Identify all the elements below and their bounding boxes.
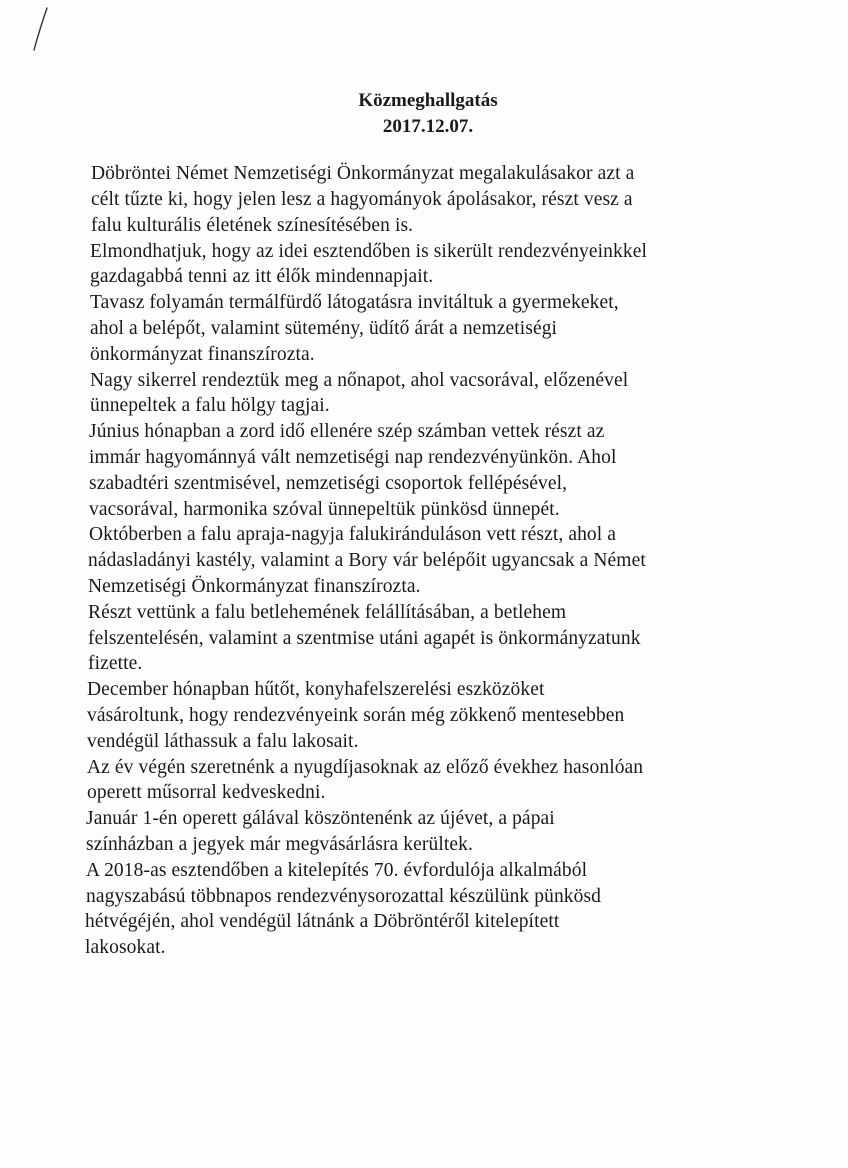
- body-line: fizette.: [88, 653, 143, 674]
- body-line: színházban a jegyek már megvásárlásra kerültek.: [86, 834, 473, 855]
- document-date: 2017.12.07.: [382, 116, 474, 137]
- body-line: lakosokat.: [85, 937, 166, 958]
- pen-stroke-mark: [30, 6, 50, 52]
- body-line: Január 1-én operett gálával köszöntenénk az újévet, a pápai: [86, 808, 555, 829]
- body-line: Az év végén szeretnénk a nyugdíjasoknak az előző évekhez hasonlóan: [87, 757, 644, 778]
- body-line: hétvégéjén, ahol vendégül látnánk a Döbröntéről kitelepített: [85, 911, 560, 932]
- body-line: vacsorával, harmonika szóval ünnepeltük pünkösd ünnepét.: [89, 499, 560, 520]
- body-line: nádasladányi kastély, valamint a Bory vár belépőit ugyancsak a Német: [88, 550, 646, 571]
- body-line: Elmondhatjuk, hogy az idei esztendőben is sikerült rendezvényeinkkel: [90, 241, 647, 262]
- body-line: Döbröntei Német Nemzetiségi Önkormányzat megalakulásakor azt a: [91, 163, 635, 184]
- body-line: vendégül láthassuk a falu lakosait.: [87, 731, 359, 752]
- body-line: ahol a belépőt, valamint sütemény, üdítő árát a nemzetiségi: [90, 318, 558, 339]
- body-line: falu kulturális életének színesítésében is.: [91, 215, 414, 236]
- body-line: Részt vettünk a falu betlehemének felállításában, a betlehem: [88, 602, 567, 623]
- body-line: Tavasz folyamán termálfürdő látogatásra invitáltuk a gyermekeket,: [90, 292, 619, 313]
- body-line: Októberben a falu apraja-nagyja falukiránduláson vett részt, ahol a: [89, 524, 617, 545]
- body-line: vásároltunk, hogy rendezvényeink során még zökkenő mentesebben: [87, 705, 625, 726]
- body-line: Június hónapban a zord idő ellenére szép számban vettek részt az: [89, 421, 605, 442]
- document-heading: [0, 88, 848, 140]
- body-line: December hónapban hűtőt, konyhafelszerelési eszközöket: [87, 679, 545, 700]
- body-line: felszentelésén, valamint a szentmise utáni agapét is önkormányzatunk: [88, 628, 641, 649]
- body-line: operett műsorral kedveskedni.: [87, 782, 326, 803]
- body-line: A 2018-as esztendőben a kitelepítés 70. évfordulója alkalmából: [86, 860, 588, 881]
- body-line: ünnepeltek a falu hölgy tagjai.: [90, 395, 330, 416]
- body-line: gazdagabbá tenni az itt élők mindennapjait.: [90, 266, 434, 287]
- body-line: szabadtéri szentmisével, nemzetiségi csoportok fellépésével,: [89, 473, 568, 494]
- body-line: nagyszabású többnapos rendezvénysorozattal készülünk pünkösd: [86, 886, 602, 907]
- body-line: Nemzetiségi Önkormányzat finanszírozta.: [88, 576, 421, 597]
- document-title: Közmeghallgatás: [358, 90, 498, 111]
- body-line: célt tűzte ki, hogy jelen lesz a hagyományok ápolásakor, részt vesz a: [91, 189, 633, 210]
- body-line: Nagy sikerrel rendeztük meg a nőnapot, ahol vacsorával, előzenével: [90, 370, 629, 391]
- body-line: immár hagyománnyá vált nemzetiségi nap rendezvényünkön. Ahol: [89, 447, 617, 468]
- body-line: önkormányzat finanszírozta.: [90, 344, 315, 365]
